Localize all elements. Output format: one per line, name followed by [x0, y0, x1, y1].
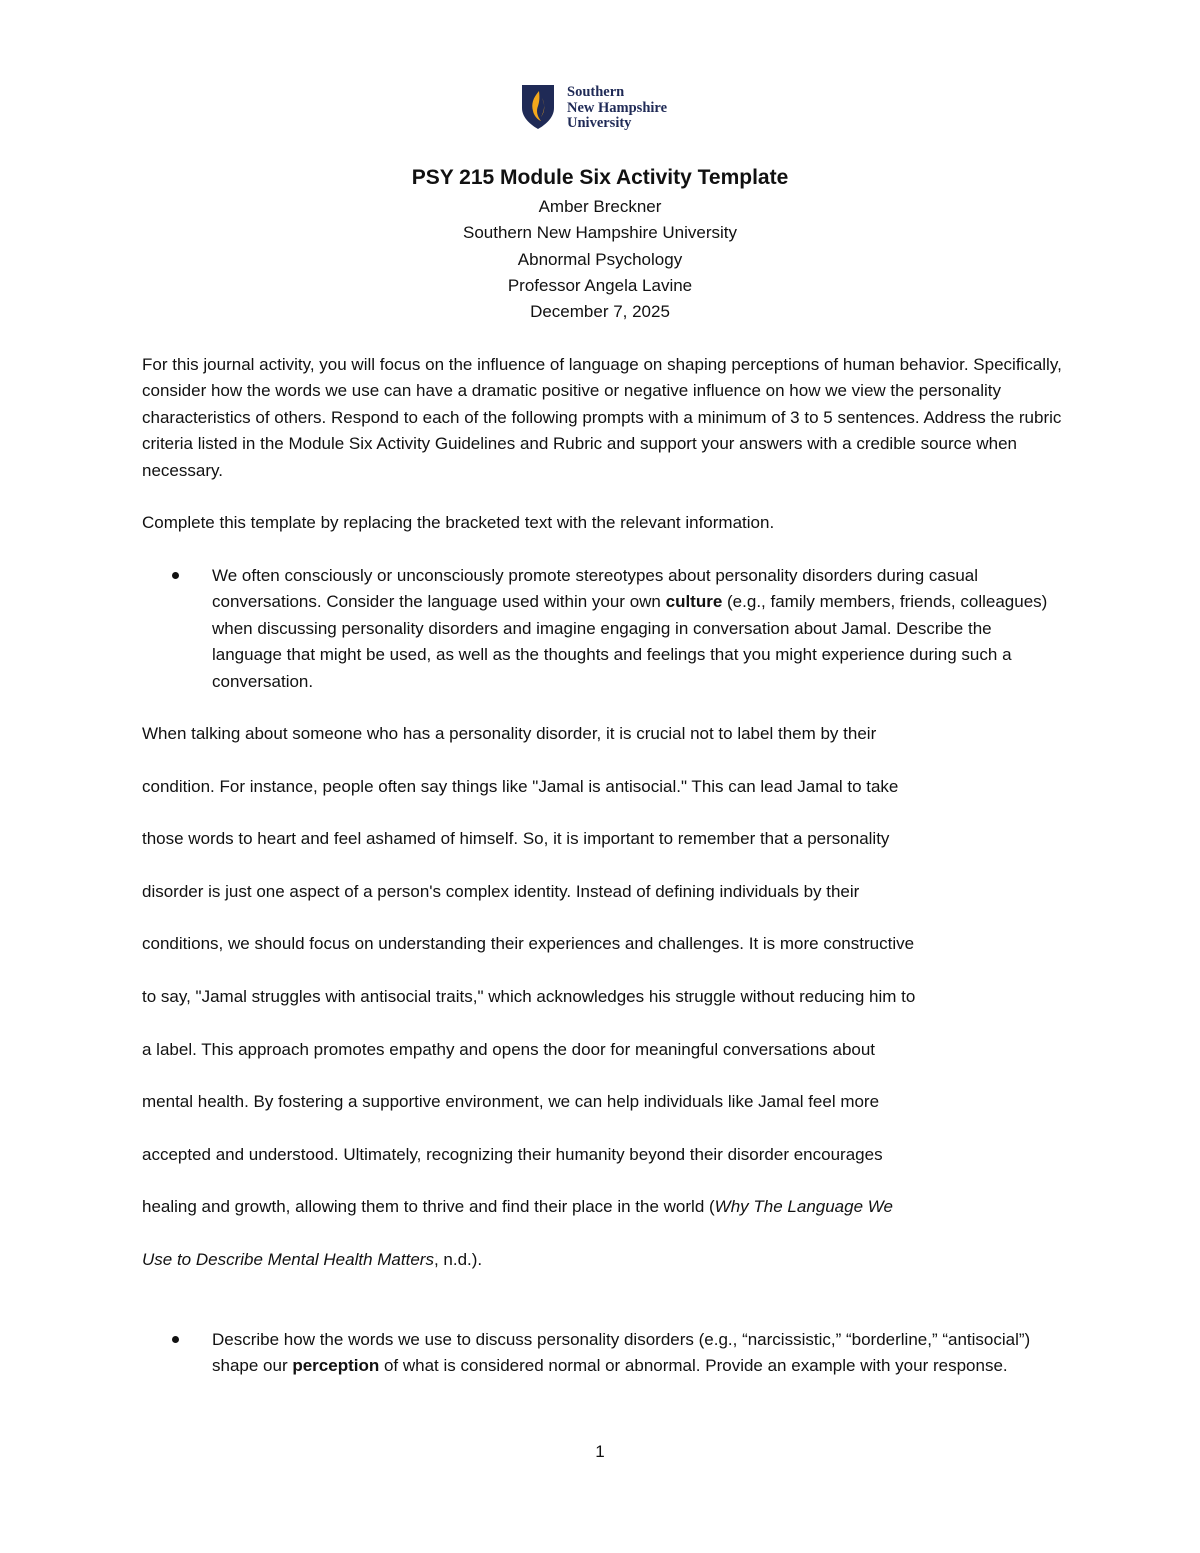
prompt-1-keyword: culture — [665, 592, 723, 612]
logo-line-3: University — [567, 115, 632, 131]
document-title: PSY 215 Module Six Activity Template — [411, 166, 789, 189]
answer-line-text: healing and growth, allowing them to thrive and find their place in the world ( — [142, 1197, 715, 1217]
prompt-2-keyword: perception — [292, 1356, 380, 1376]
logo-wordmark — [567, 85, 667, 132]
university-logo — [521, 84, 701, 134]
answer-line: those words to heart and feel ashamed of himself. So, it is important to remember that a personality — [142, 829, 890, 849]
prompt-1-text-end: (e.g., family members, friends, colleagues) when discussing personality disorders and imagine engaging in conversation about Jamal. Describe the language that might be used, as well as the thoughts and feelings that you might experience during such a conversation. — [212, 592, 1048, 691]
instruction-paragraph: Complete this template by replacing the bracketed text with the relevant information. — [142, 513, 775, 532]
answer-line: mental health. By fostering a supportive environment, we can help individuals like Jamal feel more — [142, 1092, 880, 1112]
prompt-2-text — [212, 1327, 1062, 1380]
intro-paragraph: For this journal activity, you will focus on the influence of language on shaping perceptions of human behavior. Specifically, consider how the words we use can have a dramatic positive or negative influence on how we view the personality characteristics of others. Respond to each of the following prompts with a minimum of 3 to 5 sentences. Address the rubric criteria listed in the Module Six Activity Guidelines and Rubric and support your answers with a credible source when necessary. — [142, 355, 1062, 480]
page-number: 1 — [595, 1442, 605, 1461]
author-name: Amber Breckner — [538, 197, 662, 216]
snhu-shield-flame-icon — [521, 84, 555, 130]
prompt-1-text-start: We often consciously or unconsciously promote stereotypes about personality disorders during casual conversations. Consider the language used within your own — [212, 566, 979, 612]
logo-line-2: New Hampshire — [567, 99, 668, 116]
answer-line: a label. This approach promotes empathy and opens the door for meaningful conversations about — [142, 1039, 876, 1059]
answer-line-citation-start — [142, 1181, 1062, 1234]
answer-line: When talking about someone who has a personality disorder, it is crucial not to label them by their — [142, 724, 877, 743]
answer-line-citation-end — [142, 1234, 1062, 1287]
answer-line: conditions, we should focus on understanding their experiences and challenges. It is more constructive — [142, 934, 915, 954]
logo-line-1: Southern — [567, 84, 625, 100]
institution-name: Southern New Hampshire University — [463, 223, 737, 243]
course-name: Abnormal Psychology — [517, 249, 683, 269]
answer-line: accepted and understood. Ultimately, recognizing their humanity beyond their disorder encourages — [142, 1144, 883, 1164]
citation-title-part-2: Use to Describe Mental Health Matters — [142, 1249, 434, 1269]
prompt-2-text-end: of what is considered normal or abnormal. Provide an example with your response. — [379, 1356, 1008, 1376]
prompt-1-text — [212, 563, 1062, 695]
bullet-dot-icon — [172, 572, 179, 579]
answer-line: to say, "Jamal struggles with antisocial traits," which acknowledges his struggle without reducing him to — [142, 986, 916, 1006]
title-page-meta — [0, 194, 1200, 325]
submission-date: December 7, 2025 — [530, 302, 670, 322]
prompt-2-text-start: Describe how the words we use to discuss personality disorders (e.g., “narcissistic,” “borderline,” “antisocial”) shape our — [212, 1330, 1031, 1376]
bullet-dot-icon — [172, 1336, 179, 1343]
answer-1-paragraph — [142, 708, 1062, 1287]
citation-date: , n.d.). — [433, 1249, 483, 1269]
answer-line: condition. For instance, people often say things like "Jamal is antisocial." This can lead Jamal to take — [142, 776, 899, 796]
professor-name: Professor Angela Lavine — [507, 275, 693, 295]
citation-title-part-1: Why The Language We — [714, 1197, 893, 1217]
answer-line: disorder is just one aspect of a person's complex identity. Instead of defining individuals by their — [142, 881, 860, 901]
